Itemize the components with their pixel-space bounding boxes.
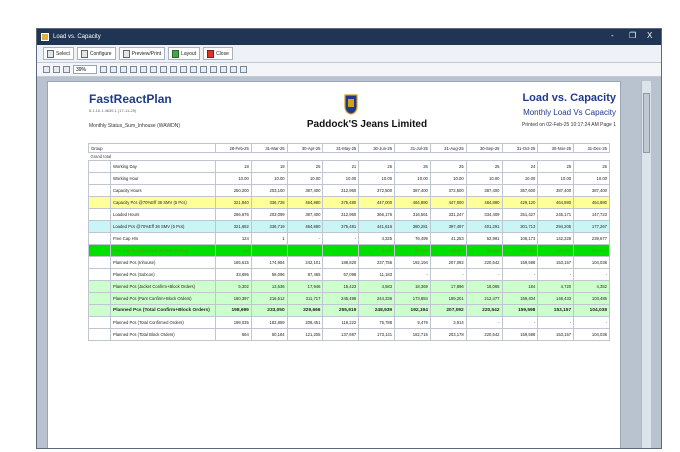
row-label: Loaded Hours (111, 209, 216, 221)
table-cell: 10.00 (466, 173, 502, 185)
table-row (89, 269, 610, 281)
table-cell: 212,477 (466, 293, 502, 305)
table-cell: 447,000 (430, 197, 466, 209)
table-cell: - (287, 245, 323, 257)
table-cell: 25 (287, 161, 323, 173)
table-cell: 52,991 (466, 233, 502, 245)
report-title: Load vs. Capacity (522, 92, 616, 104)
table-row (89, 197, 610, 209)
table-cell: 11,183 (359, 269, 395, 281)
table-cell: 387,400 (395, 185, 431, 197)
table-cell: 10.00 (216, 173, 252, 185)
table-cell: 160,397 (216, 293, 252, 305)
table-cell: 26 (395, 161, 431, 173)
table-cell: 24 (502, 161, 538, 173)
table-body (89, 153, 610, 341)
table-cell: 380,281 (395, 221, 431, 233)
table-cell: 311,717 (287, 293, 323, 305)
table-cell: 203,099 (251, 209, 287, 221)
table-cell: 248,939 (359, 305, 395, 317)
printed-on: Printed on 02-Feb-25 10:17:24 AM Page 1 (522, 122, 616, 128)
table-cell: 188,820 (323, 257, 359, 269)
row-label: Loaded Pcs @70%Eff 36 SMV (5 Pcs) (111, 221, 216, 233)
table-cell: - (323, 233, 359, 245)
row-label: Planned Pcs (Inhouse) (111, 257, 216, 269)
row-spacer (89, 257, 111, 269)
search-icon[interactable] (180, 66, 187, 73)
save-icon[interactable] (210, 66, 217, 73)
table-cell: 137,697 (323, 329, 359, 341)
row-spacer (89, 221, 111, 233)
table-cell: 10.00 (359, 173, 395, 185)
table-cell: - (395, 269, 431, 281)
table-cell: 33,695 (216, 269, 252, 281)
table-cell: 220,542 (466, 257, 502, 269)
column-header: 30-Nov-25 (538, 144, 574, 153)
table-cell: 387,400 (287, 209, 323, 221)
table-cell: 76,499 (395, 233, 431, 245)
configure-icon (81, 50, 88, 58)
row-label: Planned Pcs (Subcon) (111, 269, 216, 281)
column-header: 30-Apr-25 (287, 144, 323, 153)
row-label: Planned Pcs (Jacket Confirm+Block Orders) (111, 281, 216, 293)
table-cell: 375,481 (323, 221, 359, 233)
row-spacer (89, 197, 111, 209)
grand-total-label: Grand total (89, 153, 610, 161)
table-row (89, 281, 610, 293)
column-header: 31-Aug-25 (430, 144, 466, 153)
scrollbar-thumb[interactable] (643, 93, 650, 153)
table-cell: 121,205 (287, 329, 323, 341)
table-cell: 216,512 (251, 293, 287, 305)
app-window (36, 28, 662, 449)
table-cell: 4,325 (359, 233, 395, 245)
single-page-icon[interactable] (100, 66, 107, 73)
table-cell: 357,600 (502, 185, 538, 197)
table-cell: 106,173 (502, 233, 538, 245)
main-toolbar (37, 45, 661, 63)
table-cell: 4,583 (359, 281, 395, 293)
table-cell: 321,840 (216, 197, 252, 209)
table-cell: - (466, 269, 502, 281)
table-cell: 387,400 (466, 185, 502, 197)
table-cell: 17,896 (430, 281, 466, 293)
table-cell: 321,682 (216, 221, 252, 233)
table-cell: 104,038 (574, 305, 610, 317)
table-row (89, 293, 610, 305)
table-cell: 142,228 (538, 233, 574, 245)
table-cell: 25 (574, 161, 610, 173)
report-subtitle: Monthly Status_Sum_Inhouse (WAWDN) (89, 123, 181, 129)
table-cell: 153,157 (538, 305, 574, 317)
table-cell: 316,561 (395, 209, 431, 221)
table-cell: 173,141 (359, 329, 395, 341)
row-spacer (89, 209, 111, 221)
table-cell: 331,247 (430, 209, 466, 221)
table-cell: 233,050 (251, 305, 287, 317)
table-row (89, 329, 610, 341)
row-spacer (89, 329, 111, 341)
table-cell: 312,960 (323, 185, 359, 197)
table-cell: 312,960 (323, 209, 359, 221)
version-text: 8.1.16.1.4635.1 (17-11-25) (89, 108, 137, 113)
table-cell: 464,880 (395, 197, 431, 209)
table-cell: 173,884 (395, 293, 431, 305)
app-icon (41, 33, 49, 41)
table-cell: 336,719 (251, 221, 287, 233)
table-cell: 251,427 (502, 209, 538, 221)
table-header (89, 144, 610, 153)
table-cell: 104,038 (574, 257, 610, 269)
table-cell: - (502, 269, 538, 281)
title-bar[interactable] (37, 29, 661, 45)
table-cell: 67,098 (323, 269, 359, 281)
table-cell: 10.00 (538, 173, 574, 185)
table-cell: 250,200 (216, 185, 252, 197)
window-title: Load vs. Capacity (53, 34, 101, 40)
table-cell: 153,157 (538, 257, 574, 269)
table-cell: 184 (502, 281, 538, 293)
table-row (89, 257, 610, 269)
report-page (47, 81, 621, 449)
table-cell: 220,542 (466, 329, 502, 341)
table-cell: 49,503 (430, 245, 466, 257)
table-row (89, 221, 610, 233)
table-cell: 84,999 (395, 245, 431, 257)
table-cell: 387,400 (538, 185, 574, 197)
table-cell: 464,880 (466, 197, 502, 209)
table-row (89, 161, 610, 173)
row-label: Planned Pcs (Total Confirmed Orders) (111, 317, 216, 329)
table-cell: 10.00 (251, 173, 287, 185)
table-cell: 387,400 (287, 185, 323, 197)
close-button[interactable]: Close (203, 47, 233, 60)
table-cell: 58,096 (251, 269, 287, 281)
row-label: Planned Pcs (Pant Confirm+Block Orders) (111, 293, 216, 305)
first-page-icon[interactable] (120, 66, 127, 73)
table-cell: 336,728 (251, 197, 287, 209)
table-cell: 301,713 (502, 221, 538, 233)
next-page-icon[interactable] (140, 66, 147, 73)
table-cell: - (574, 269, 610, 281)
table-cell: 103,486 (574, 293, 610, 305)
table-cell: 266,676 (216, 209, 252, 221)
table-cell: 441,616 (359, 221, 395, 233)
brand-title: FastReactPlan (89, 92, 172, 106)
table-row (89, 173, 610, 185)
table-cell: 63,589 (466, 245, 502, 257)
select-icon (47, 50, 54, 58)
table-cell: 118,222 (323, 317, 359, 329)
table-cell: 50,184 (251, 329, 287, 341)
company-name: Paddock'S Jeans Limited (306, 119, 428, 130)
table-cell: 127,407 (502, 245, 538, 257)
row-label: Capacity Hours (111, 185, 216, 197)
column-header: 31-Jul-25 (395, 144, 431, 153)
page-number-input[interactable] (160, 66, 167, 73)
tools-icon[interactable] (230, 66, 237, 73)
table-cell: 25 (430, 161, 466, 173)
table-cell: - (538, 269, 574, 281)
row-spacer (89, 233, 111, 245)
table-cell: 177,267 (574, 221, 610, 233)
table-cell: 159,404 (502, 293, 538, 305)
column-header: 30-Jun-25 (359, 144, 395, 153)
preview-toolbar (37, 63, 661, 77)
table-cell: 170,675 (538, 245, 574, 257)
table-row (89, 305, 610, 317)
table-cell: 25 (466, 161, 502, 173)
table-cell: 244,336 (359, 293, 395, 305)
table-cell: 429,120 (502, 197, 538, 209)
table-cell: 372,500 (359, 185, 395, 197)
company-logo (343, 93, 359, 115)
table-cell: 329,666 (287, 305, 323, 317)
row-label: Planned Pcs (Total Block Orders) (111, 329, 216, 341)
row-label: Free Cap Hrs (111, 233, 216, 245)
table-cell: 19 (251, 161, 287, 173)
table-cell: - (287, 233, 323, 245)
table-cell: 242,101 (287, 257, 323, 269)
configure-button[interactable]: Configure (77, 47, 116, 60)
table-cell: 1 (251, 233, 287, 245)
table-cell: 387,400 (574, 185, 610, 197)
table-cell: - (323, 245, 359, 257)
table-row (89, 209, 610, 221)
table-cell: 464,880 (538, 197, 574, 209)
table-cell: 287,613 (574, 245, 610, 257)
table-cell: 255,919 (323, 305, 359, 317)
table-cell: 245,496 (323, 293, 359, 305)
row-label: Planned Pcs (Total Confirm+Block Orders) (111, 305, 216, 317)
table-cell: 10.00 (502, 173, 538, 185)
table-cell: 245,171 (538, 209, 574, 221)
prev-page-icon[interactable] (130, 66, 137, 73)
close-window-button[interactable]: X (647, 31, 653, 40)
table-cell: 21 (323, 161, 359, 173)
table-cell: - (574, 317, 610, 329)
column-header: 31-Dec-25 (574, 144, 610, 153)
row-label: Free Cap Pcs @70%Eff 36 SMV (5 Pcs) (111, 245, 216, 257)
table-cell: 124 (216, 233, 252, 245)
table-cell: 207,092 (430, 305, 466, 317)
table-cell: 9,479 (395, 317, 431, 329)
row-label: Working Day (111, 161, 216, 173)
table-cell: 198,699 (216, 305, 252, 317)
table-cell: 207,092 (430, 257, 466, 269)
row-spacer (89, 185, 111, 197)
table-cell: 239,677 (574, 233, 610, 245)
restore-button[interactable]: ❐ (629, 31, 637, 40)
table-cell: 447,000 (359, 197, 395, 209)
last-page-icon[interactable] (150, 66, 157, 73)
table-cell: 13,536 (251, 281, 287, 293)
layout-icon (172, 50, 179, 58)
table-cell: 159,598 (502, 257, 538, 269)
table-cell: 10.00 (287, 173, 323, 185)
header-row (89, 144, 610, 153)
close-icon (207, 50, 214, 58)
table-cell: 1 (251, 245, 287, 257)
table-cell: 75,788 (359, 317, 395, 329)
table-cell: 10.00 (395, 173, 431, 185)
zoom-in-icon[interactable] (53, 66, 60, 73)
row-label: Working Hour (111, 173, 216, 185)
table-cell: 208,451 (287, 317, 323, 329)
row-label: Capacity Pcs @70%Eff 36 SMV (5 Pcs) (111, 197, 216, 209)
table-cell: 148 (216, 245, 252, 257)
zoom-out-icon[interactable] (63, 66, 70, 73)
table-cell: 401,291 (466, 221, 502, 233)
vertical-scrollbar[interactable] (641, 81, 651, 449)
table-cell: 334,409 (466, 209, 502, 221)
column-header: 28-Feb-25 (216, 144, 252, 153)
refresh-icon[interactable] (170, 66, 177, 73)
table-cell: 182,859 (251, 317, 287, 329)
table-cell: 664 (216, 329, 252, 341)
table-cell: 25 (538, 161, 574, 173)
table-cell: 4,720 (538, 281, 574, 293)
table-row (89, 185, 610, 197)
table-cell: 18 (216, 161, 252, 173)
column-header: 31-Mar-25 (251, 144, 287, 153)
zoom-select[interactable]: 39% (73, 65, 97, 74)
table-cell: 10.00 (574, 173, 610, 185)
table-cell: 17,946 (287, 281, 323, 293)
grand-total-row (89, 153, 610, 161)
group-header: Group (89, 144, 216, 153)
table-cell: 159,598 (502, 329, 538, 341)
table-cell: 203,100 (251, 185, 287, 197)
table-row (89, 317, 610, 329)
select-button[interactable]: Select (43, 47, 74, 60)
star-icon[interactable] (240, 66, 247, 73)
multi-page-icon[interactable] (110, 66, 117, 73)
table-cell: 464,880 (287, 221, 323, 233)
table-cell: 18,423 (323, 281, 359, 293)
table-cell: 294,205 (538, 221, 574, 233)
table-cell: 153,157 (538, 329, 574, 341)
export-icon[interactable] (220, 66, 227, 73)
row-spacer (89, 161, 111, 173)
table-row (89, 233, 610, 245)
table-cell: 375,480 (323, 197, 359, 209)
table-cell: 464,880 (574, 197, 610, 209)
report-subtitle-right: Monthly Load Vs Capacity (523, 108, 616, 117)
table-cell: - (538, 317, 574, 329)
row-spacer (89, 317, 111, 329)
table-cell: - (466, 317, 502, 329)
table-cell: 87,465 (287, 269, 323, 281)
table-cell: 237,756 (359, 257, 395, 269)
table-cell: 104,038 (574, 329, 610, 341)
table-cell: 159,598 (502, 305, 538, 317)
row-spacer (89, 293, 111, 305)
row-spacer (89, 305, 111, 317)
preview-icon (123, 50, 130, 58)
print-icon[interactable] (200, 66, 207, 73)
table-cell: 366,176 (359, 209, 395, 221)
table-cell: 189,201 (430, 293, 466, 305)
layout-button[interactable]: Layout (168, 47, 200, 60)
table-cell: 25 (359, 161, 395, 173)
table-cell: 148,433 (538, 293, 574, 305)
row-spacer (89, 173, 111, 185)
column-header: 31-Oct-25 (502, 144, 538, 153)
table-cell: 192,194 (395, 305, 431, 317)
table-cell: - (502, 317, 538, 329)
table-cell: 18,369 (395, 281, 431, 293)
row-spacer (89, 281, 111, 293)
table-cell: 10.00 (323, 173, 359, 185)
table-cell: 397,497 (430, 221, 466, 233)
table-cell: 5,302 (216, 281, 252, 293)
table-cell: 192,194 (395, 257, 431, 269)
column-header: 31-May-25 (323, 144, 359, 153)
open-icon[interactable] (43, 66, 50, 73)
column-header: 30-Sep-25 (466, 144, 502, 153)
table-cell: 220,542 (466, 305, 502, 317)
table-cell: 41,253 (430, 233, 466, 245)
table-cell: 203,178 (430, 329, 466, 341)
table-cell: 147,723 (574, 209, 610, 221)
table-cell: - (430, 269, 466, 281)
row-spacer (89, 245, 111, 257)
table-cell: 198,035 (216, 317, 252, 329)
table-cell: 10.00 (430, 173, 466, 185)
table-cell: 464,880 (287, 197, 323, 209)
load-capacity-table (88, 143, 610, 341)
stop-icon[interactable] (190, 66, 197, 73)
table-cell: 165,615 (216, 257, 252, 269)
row-spacer (89, 269, 111, 281)
preview-print-button[interactable]: Preview/Print (119, 47, 165, 60)
table-cell: 174,954 (251, 257, 287, 269)
table-cell: 5,190 (359, 245, 395, 257)
table-cell: 18,065 (466, 281, 502, 293)
table-cell: 372,500 (430, 185, 466, 197)
table-row (89, 245, 610, 257)
table-cell: 4,352 (574, 281, 610, 293)
minimize-button[interactable]: - (611, 31, 614, 40)
table-cell: 3,914 (430, 317, 466, 329)
table-cell: 182,715 (395, 329, 431, 341)
